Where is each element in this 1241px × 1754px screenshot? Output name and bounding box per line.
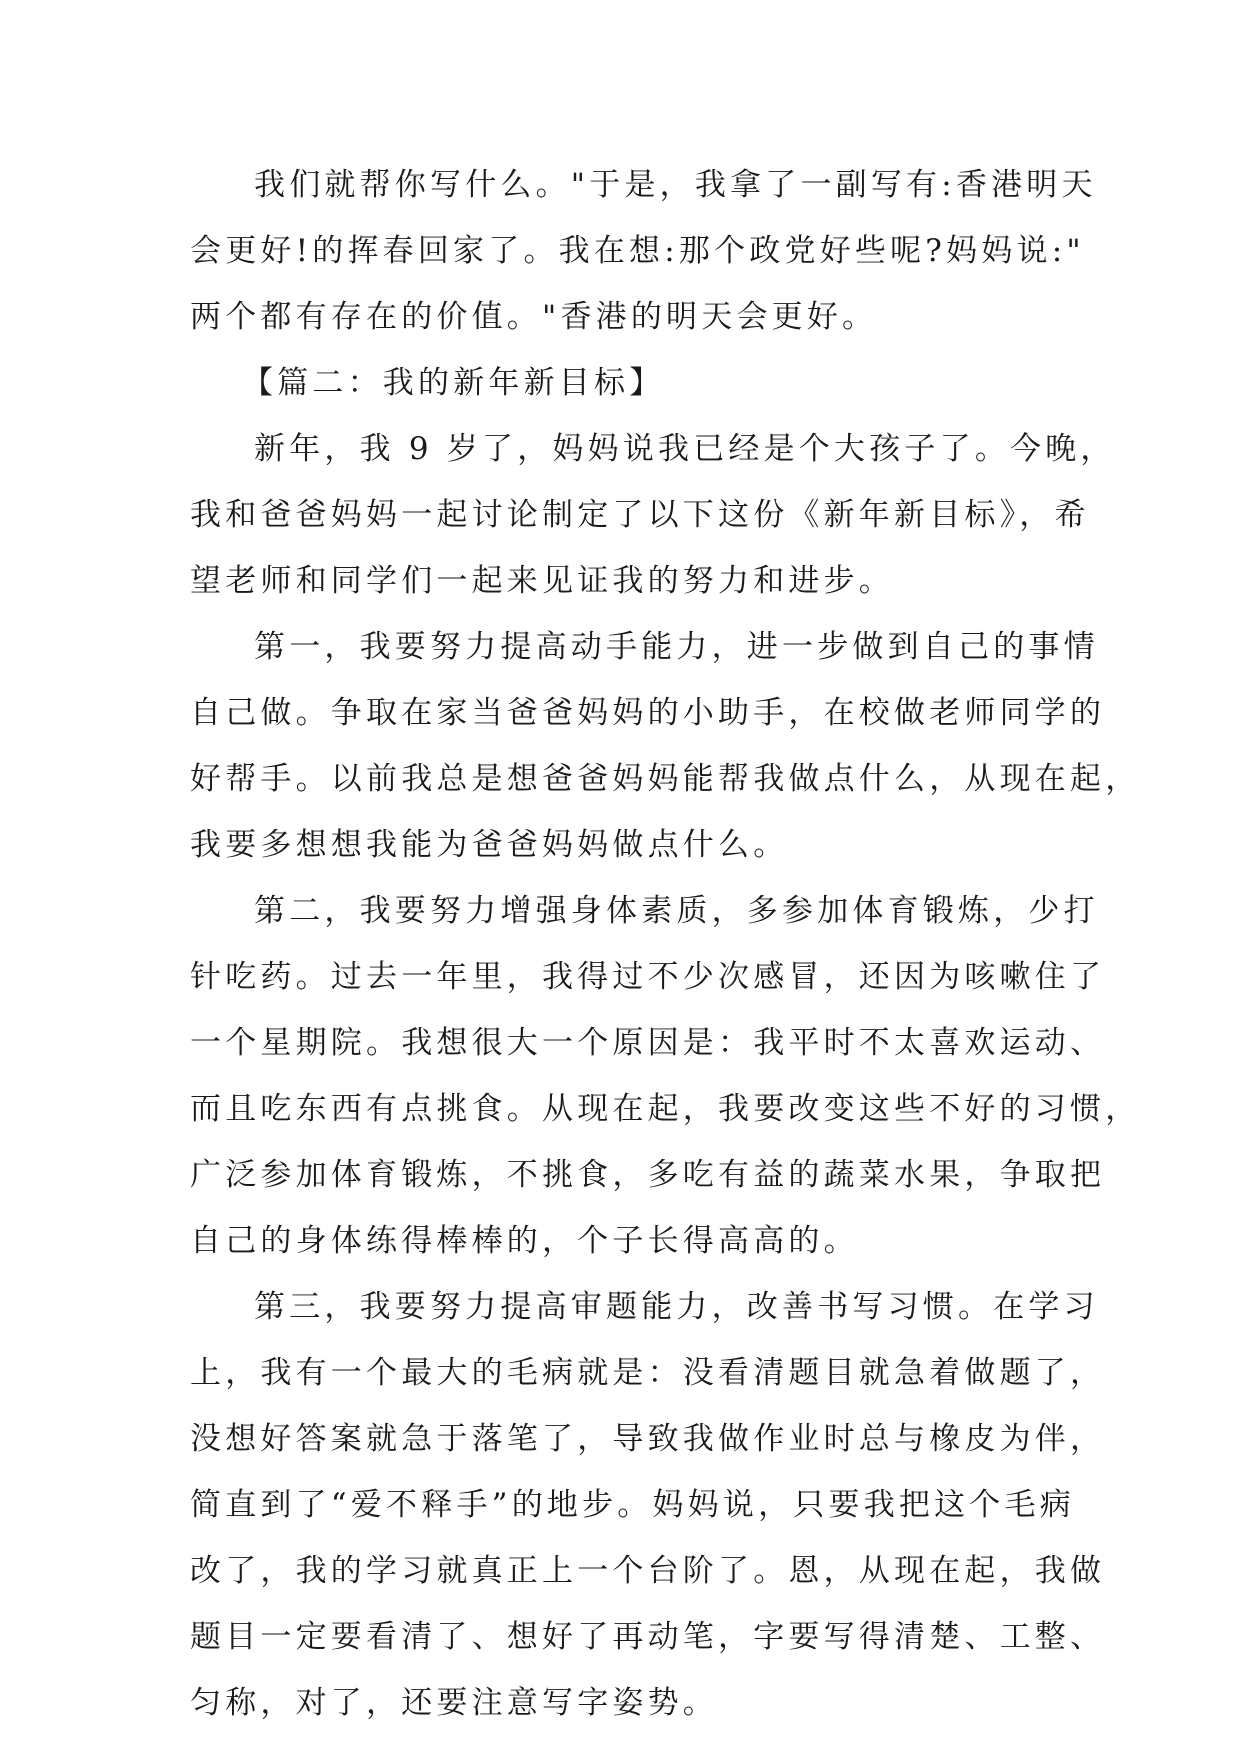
text-line: 第三，我要努力提高审题能力，改善书写习惯。在学习 xyxy=(254,1289,1099,1325)
text-line: 匀称，对了，还要注意写字姿势。 xyxy=(190,1685,718,1721)
text-line: 我要多想想我能为爸爸妈妈做点什么。 xyxy=(190,827,789,863)
text-line: 针吃药。过去一年里，我得过不少次感冒，还因为咳嗽住了 xyxy=(190,959,1106,995)
text-line: 会更好!的挥春回家了。我在想:那个政党好些呢?妈妈说:" xyxy=(190,233,1085,269)
text-line: 好帮手。以前我总是想爸爸妈妈能帮我做点什么，从现在起， xyxy=(190,761,1141,797)
section-heading: 【篇二：我的新年新目标】 xyxy=(242,365,665,401)
text-line: 两个都有存在的价值。"香港的明天会更好。 xyxy=(190,299,878,335)
text-line: 我和爸爸妈妈一起讨论制定了以下这份《新年新目标》，希 xyxy=(190,497,1090,533)
text-line: 没想好答案就急于落笔了，导致我做作业时总与橡皮为伴， xyxy=(190,1421,1106,1457)
document-body xyxy=(190,152,1141,1736)
text-line: 题目一定要看清了、想好了再动笔，字要写得清楚、工整、 xyxy=(190,1619,1106,1655)
text-line: 望老师和同学们一起来见证我的努力和进步。 xyxy=(190,563,894,599)
text-line: 新年，我 9 岁了，妈妈说我已经是个大孩子了。今晚， xyxy=(254,431,1116,467)
text-line: 我们就帮你写什么。"于是，我拿了一副写有:香港明天 xyxy=(254,167,1097,203)
text-line: 自己做。争取在家当爸爸妈妈的小助手，在校做老师同学的 xyxy=(190,695,1106,731)
text-line: 一个星期院。我想很大一个原因是：我平时不太喜欢运动、 xyxy=(190,1025,1106,1061)
text-line: 而且吃东西有点挑食。从现在起，我要改变这些不好的习惯， xyxy=(190,1091,1141,1127)
text-line: 上，我有一个最大的毛病就是：没看清题目就急着做题了， xyxy=(190,1355,1106,1391)
text-line: 第二，我要努力增强身体素质，多参加体育锻炼，少打 xyxy=(254,893,1099,929)
text-line: 简直到了“爱不释手”的地步。妈妈说，只要我把这个毛病 xyxy=(190,1487,1075,1523)
text-line: 广泛参加体育锻炼，不挑食，多吃有益的蔬菜水果，争取把 xyxy=(190,1157,1106,1193)
text-line: 第一，我要努力提高动手能力，进一步做到自己的事情 xyxy=(254,629,1099,665)
text-line: 改了，我的学习就真正上一个台阶了。恩，从现在起，我做 xyxy=(190,1553,1106,1589)
text-line: 自己的身体练得棒棒的，个子长得高高的。 xyxy=(190,1223,859,1259)
